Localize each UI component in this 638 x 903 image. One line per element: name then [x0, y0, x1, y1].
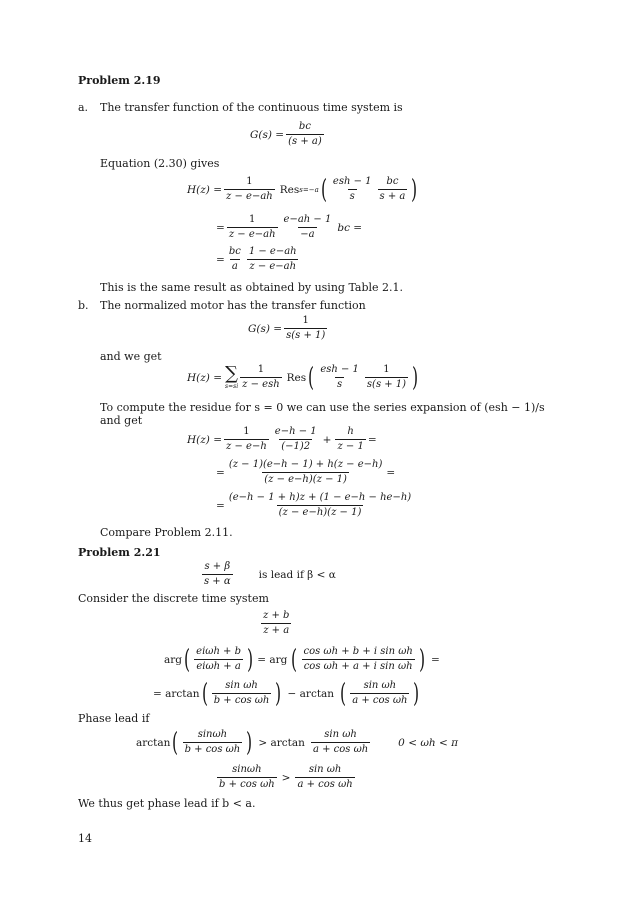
page-number: 14: [78, 832, 92, 845]
h3-eq: =: [216, 253, 225, 266]
h1-frac1-num: 1: [246, 176, 253, 187]
sys-den: z + a: [263, 625, 290, 636]
h1-frac2-den: s: [349, 191, 355, 202]
motor-lhs: G(s) =: [248, 322, 283, 335]
hb2-frac2: [273, 426, 319, 453]
and-we-get-text: and we get: [100, 350, 162, 363]
ineq-frac2-num: sin ωh: [308, 764, 342, 775]
hb3-tail: =: [386, 466, 396, 479]
pl-rparen: ): [246, 727, 253, 758]
eq-g-num: bc: [298, 121, 311, 132]
lead-num: s + β: [204, 561, 231, 572]
arg-frac2-den: cos ωh + a + i sin ωh: [303, 661, 413, 672]
h3-frac2-den: z − e−ah: [249, 261, 297, 272]
pl-frac2: [311, 729, 370, 756]
hb2-frac2-num: e−h − 1: [274, 426, 317, 437]
hb4-frac: [227, 492, 413, 519]
hb2-tail: =: [367, 433, 377, 446]
hb1-frac1: [240, 364, 282, 391]
h1-lparen: (: [320, 174, 327, 205]
h1-frac2: [331, 176, 374, 203]
motor-frac: [284, 315, 327, 342]
sum-symbol: [225, 362, 239, 391]
h1-frac1: [224, 176, 275, 203]
atan-minus: − arctan: [287, 687, 335, 700]
hb2-plus: +: [322, 433, 332, 446]
pl-range: 0 < ωh < π: [398, 736, 459, 749]
sin-inequality: [215, 764, 357, 791]
hb1-lparen: (: [308, 362, 315, 393]
arg-lparen1: (: [184, 644, 191, 675]
h2-eq: =: [216, 221, 225, 234]
arg-equation: [164, 646, 440, 673]
hb2-lhs: H(z) =: [187, 433, 223, 446]
ineq-frac1-num: sinωh: [232, 764, 262, 775]
ineq-frac2-den: a + cos ωh: [297, 779, 353, 790]
part-b-label: b.: [78, 299, 89, 312]
eq-g-fraction: [286, 121, 324, 148]
h2-frac2: [282, 214, 334, 241]
h1-frac3-num: bc: [386, 176, 399, 187]
lead-frac: [202, 561, 233, 588]
pl-frac2-num: sin ωh: [324, 729, 357, 740]
hb3-den: (z − e−h)(z − 1): [264, 474, 347, 485]
h1-frac2-num: esh − 1: [332, 176, 372, 187]
h1-rparen: ): [411, 174, 418, 205]
hb1-frac2-num: esh − 1: [320, 364, 359, 375]
part-b-text: The normalized motor has the transfer function: [100, 299, 366, 312]
hb1-frac2: [318, 364, 361, 391]
hb2-frac3-num: h: [347, 426, 354, 437]
conclusion-text: We thus get phase lead if b < a.: [78, 797, 256, 810]
hb3-eq: =: [216, 466, 225, 479]
hb2-frac1-den: z − e−h: [226, 441, 267, 452]
lead-condition: [200, 561, 336, 588]
pl-gt: > arctan: [258, 736, 305, 749]
atan-rparen2: ): [413, 678, 420, 709]
motor-num: 1: [302, 315, 309, 326]
h2-frac1-num: 1: [248, 214, 256, 225]
hb1-frac3-num: 1: [383, 364, 390, 375]
lead-den: s + α: [204, 576, 231, 587]
same-result-text: This is the same result as obtained by using Table 2.1.: [100, 281, 404, 294]
problem-221-heading: Problem 2.21: [78, 546, 161, 559]
hb2-frac3-den: z − 1: [337, 441, 364, 452]
problem-219-heading: Problem 2.19: [78, 74, 161, 87]
discrete-system: [259, 610, 293, 637]
equation-hb-line1: [187, 364, 420, 391]
atan-frac1-num: sin ωh: [225, 680, 258, 691]
pl-frac1: [183, 729, 243, 756]
hb1-lhs: H(z) =: [187, 371, 223, 384]
h1-res: Res: [279, 183, 300, 196]
h3-frac1-den: a: [231, 261, 238, 272]
hb1-frac3: [365, 364, 408, 391]
hb1-frac3-den: s(s + 1): [366, 379, 407, 390]
equation-h-line1: [187, 176, 420, 203]
atan-frac2-den: a + cos ωh: [352, 695, 408, 706]
hb2-frac1: [224, 426, 269, 453]
part-a-text: The transfer function of the continuous time system is: [100, 101, 403, 114]
hb1-frac1-num: 1: [257, 364, 265, 375]
arg-rparen2: ): [418, 644, 425, 675]
arg-lhs: arg: [164, 653, 183, 666]
equation-hb-line4: [216, 492, 415, 519]
h3-frac1: [227, 246, 243, 273]
atan-lhs: = arctan: [153, 687, 200, 700]
part-a-label: a.: [78, 101, 89, 114]
compare-text: Compare Problem 2.11.: [100, 526, 233, 539]
h2-frac1-den: z − e−ah: [228, 229, 276, 240]
pl-frac1-num: sinωh: [197, 729, 228, 740]
atan-frac1: [212, 680, 272, 707]
h3-frac1-num: bc: [228, 246, 241, 257]
h2-tail: bc =: [337, 221, 363, 234]
arg-tail: =: [430, 653, 440, 666]
hb1-frac1-den: z − esh: [242, 379, 280, 390]
hb4-eq: =: [216, 499, 225, 512]
arg-frac2-num: cos ωh + b + i sin ωh: [303, 646, 413, 657]
ineq-frac1: [217, 764, 277, 791]
sigma-glyph: ∑: [225, 362, 239, 384]
pl-arctan: arctan: [136, 736, 171, 749]
arg-rparen1: ): [247, 644, 254, 675]
arg-frac1-den: eiωh + a: [196, 661, 241, 672]
h1-frac1-den: z − e−ah: [226, 191, 273, 202]
eq230-text: Equation (2.30) gives: [100, 157, 220, 170]
atan-frac2: [350, 680, 409, 707]
hb2-frac1-num: 1: [243, 426, 250, 437]
consider-text: Consider the discrete time system: [78, 592, 269, 605]
lead-cond: is lead if β < α: [258, 568, 336, 581]
pl-lparen: (: [172, 727, 179, 758]
residue-text-1: To compute the residue for s = 0 we can use the series expansion of (esh − 1)/s: [100, 401, 545, 414]
equation-hb-line2: [187, 426, 377, 453]
hb1-frac2-den: s: [337, 379, 343, 390]
h2-frac2-num: e−ah − 1: [283, 214, 332, 225]
hb3-frac: [227, 459, 385, 486]
atan-lparen1: (: [201, 678, 208, 709]
sys-frac: [261, 610, 291, 637]
equation-motor: [248, 315, 329, 342]
residue-text-2: and get: [100, 414, 143, 427]
arg-frac1-num: eiωh + b: [196, 646, 242, 657]
hb1-rparen: ): [412, 362, 419, 393]
eq-g-den: (s + a): [288, 136, 322, 147]
atan-frac2-num: sin ωh: [363, 680, 397, 691]
ineq-gt: >: [281, 771, 291, 784]
ineq-frac2: [295, 764, 354, 791]
hb2-frac2-den: (−1)2: [281, 441, 311, 452]
h1-res-sub: s=−a: [299, 185, 319, 194]
atan-lparen2: (: [340, 678, 347, 709]
sys-num: z + b: [263, 610, 290, 621]
motor-den: s(s + 1): [286, 330, 326, 341]
atan-rparen1: ): [275, 678, 282, 709]
equation-hb-line3: [216, 459, 395, 486]
arg-eq: = arg: [257, 653, 288, 666]
h1-frac3: [378, 176, 408, 203]
equation-g-continuous: [250, 121, 326, 148]
eq-g-lhs: G(s) =: [250, 128, 285, 141]
atan-frac1-den: b + cos ωh: [213, 695, 270, 706]
equation-h-line3: [216, 246, 301, 273]
h3-frac2: [247, 246, 299, 273]
hb2-frac3: [335, 426, 365, 453]
phase-lead-condition: [136, 729, 458, 756]
arg-frac1: [194, 646, 243, 673]
h2-frac2-den: −a: [300, 229, 315, 240]
h2-frac1: [227, 214, 278, 241]
hb3-num: (z − 1)(e−h − 1) + h(z − e−h): [228, 459, 383, 470]
arg-frac2: [301, 646, 414, 673]
phase-lead-text: Phase lead if: [78, 712, 150, 725]
ineq-frac1-den: b + cos ωh: [219, 779, 275, 790]
h1-frac3-den: s + a: [379, 191, 406, 202]
pl-frac2-den: a + cos ωh: [312, 744, 369, 755]
arg-lparen2: (: [291, 644, 298, 675]
hb4-den: (z − e−h)(z − 1): [278, 507, 362, 518]
arctan-difference: [153, 680, 422, 707]
equation-h-line2: [216, 214, 362, 241]
hb1-res: Res: [286, 371, 307, 384]
hb4-num: (e−h − 1 + h)z + (1 − e−h − he−h): [228, 492, 412, 503]
pl-frac1-den: b + cos ωh: [184, 744, 241, 755]
sum-limit: s=si: [225, 382, 239, 390]
h3-frac2-num: 1 − e−ah: [248, 246, 297, 257]
h1-lhs: H(z) =: [187, 183, 223, 196]
